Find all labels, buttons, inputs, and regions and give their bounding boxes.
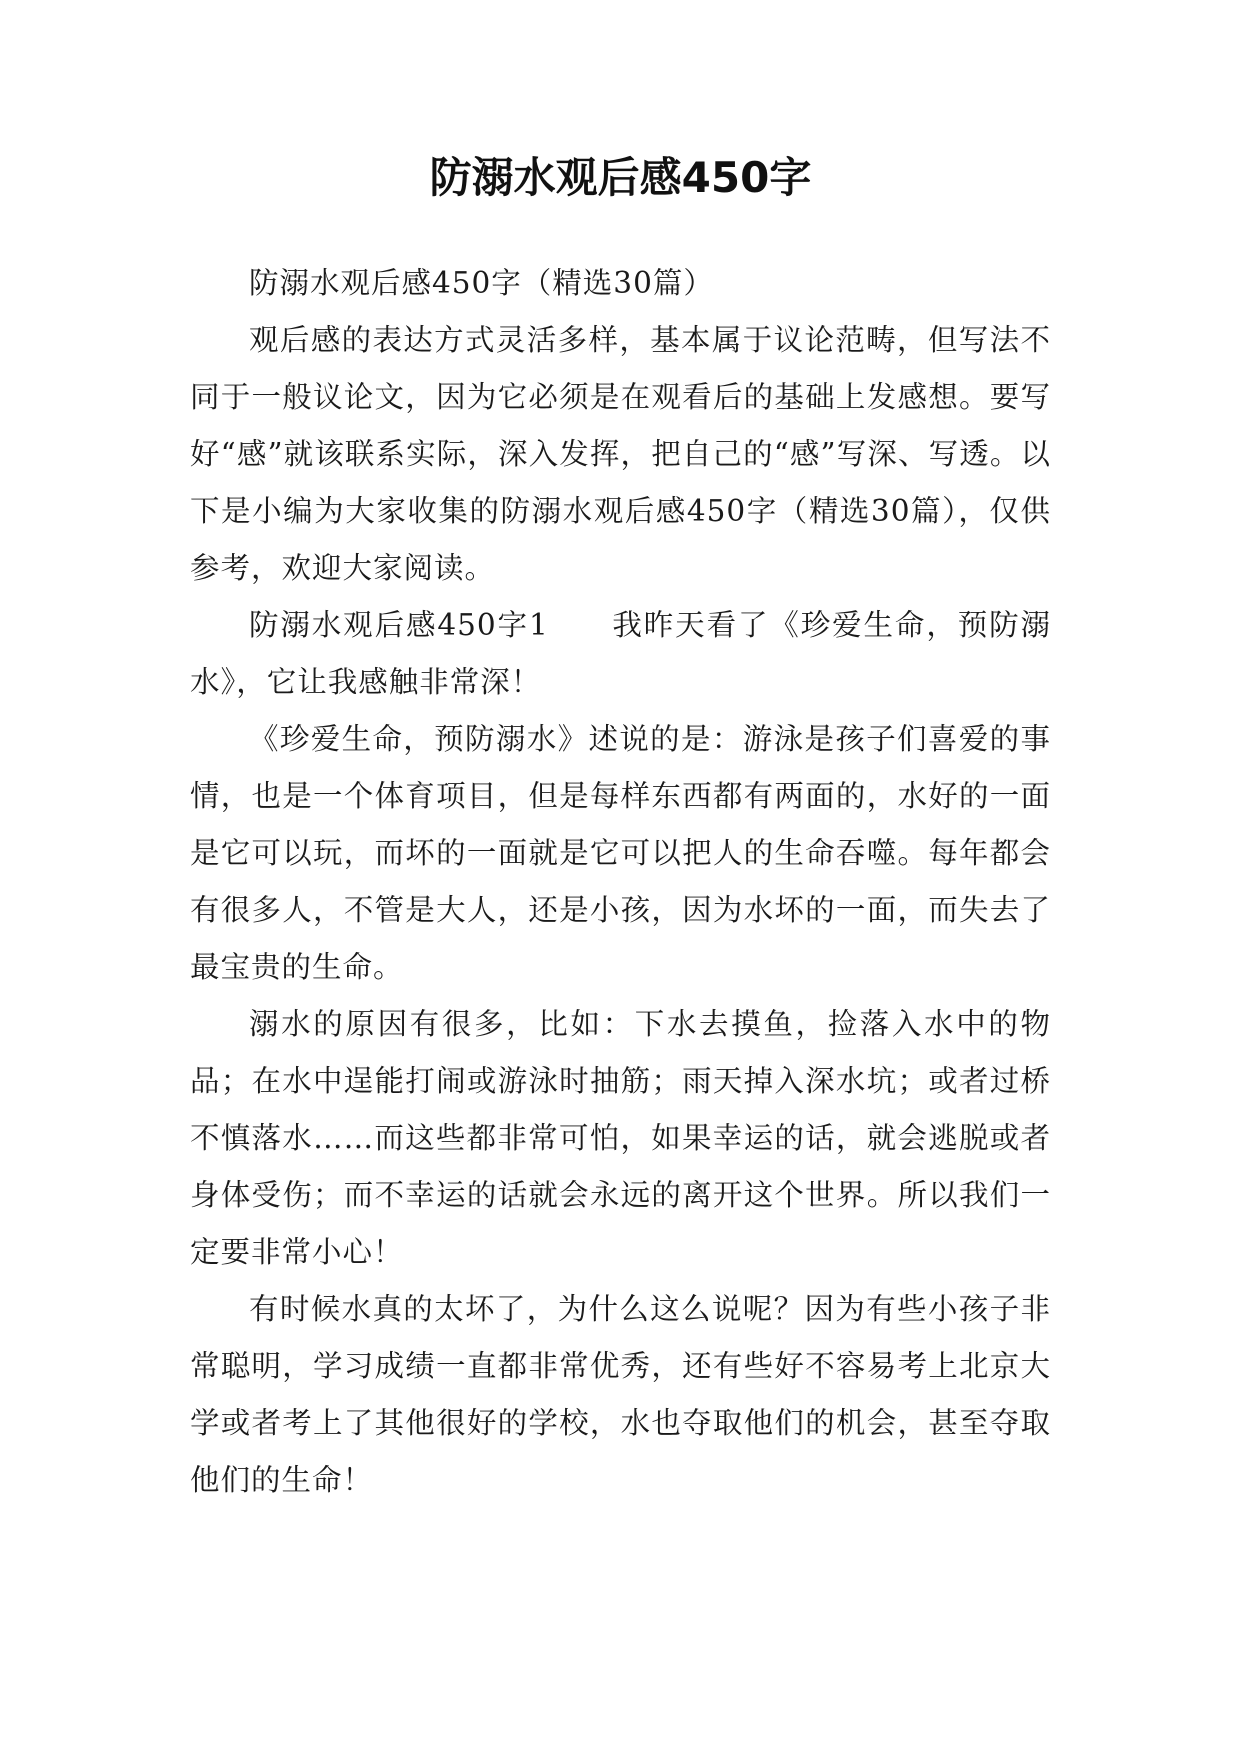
document-body [190, 255, 1051, 1509]
paragraph-essay-1-body-1: 《珍爱生命，预防溺水》述说的是：游泳是孩子们喜爱的事情，也是一个体育项目，但是每样东西都有两面的，水好的一面是它可以玩，而坏的一面就是它可以把人的生命吞噬。每年都会有很多人，不管是大人，还是小孩，因为水坏的一面，而失去了最宝贵的生命。 [190, 722, 1051, 984]
document-title: 防溺水观后感450字 [429, 153, 812, 202]
paragraph-essay-1-body-3: 有时候水真的太坏了，为什么这么说呢？因为有些小孩子非常聪明，学习成绩一直都非常优秀，还有些好不容易考上北京大学或者考上了其他很好的学校，水也夺取他们的机会，甚至夺取他们的生命！ [190, 1292, 1051, 1497]
paragraph-intro: 观后感的表达方式灵活多样，基本属于议论范畴，但写法不同于一般议论文，因为它必须是在观看后的基础上发感想。要写好“感”就该联系实际，深入发挥，把自己的“感”写深、写透。以下是小编为大家收集的防溺水观后感450字（精选30篇），仅供参考，欢迎大家阅读。 [190, 323, 1051, 585]
paragraph-essay-1-body-2: 溺水的原因有很多，比如：下水去摸鱼，捡落入水中的物品；在水中逞能打闹或游泳时抽筋；雨天掉入深水坑；或者过桥不慎落水……而这些都非常可怕，如果幸运的话，就会逃脱或者身体受伤；而不幸运的话就会永远的离开这个世界。所以我们一定要非常小心！ [190, 1007, 1051, 1269]
paragraph-subtitle: 防溺水观后感450字（精选30篇） [249, 266, 714, 300]
paragraph-essay-1-heading: 防溺水观后感450字1 我昨天看了《珍爱生命，预防溺水》，它让我感触非常深！ [190, 608, 1051, 699]
